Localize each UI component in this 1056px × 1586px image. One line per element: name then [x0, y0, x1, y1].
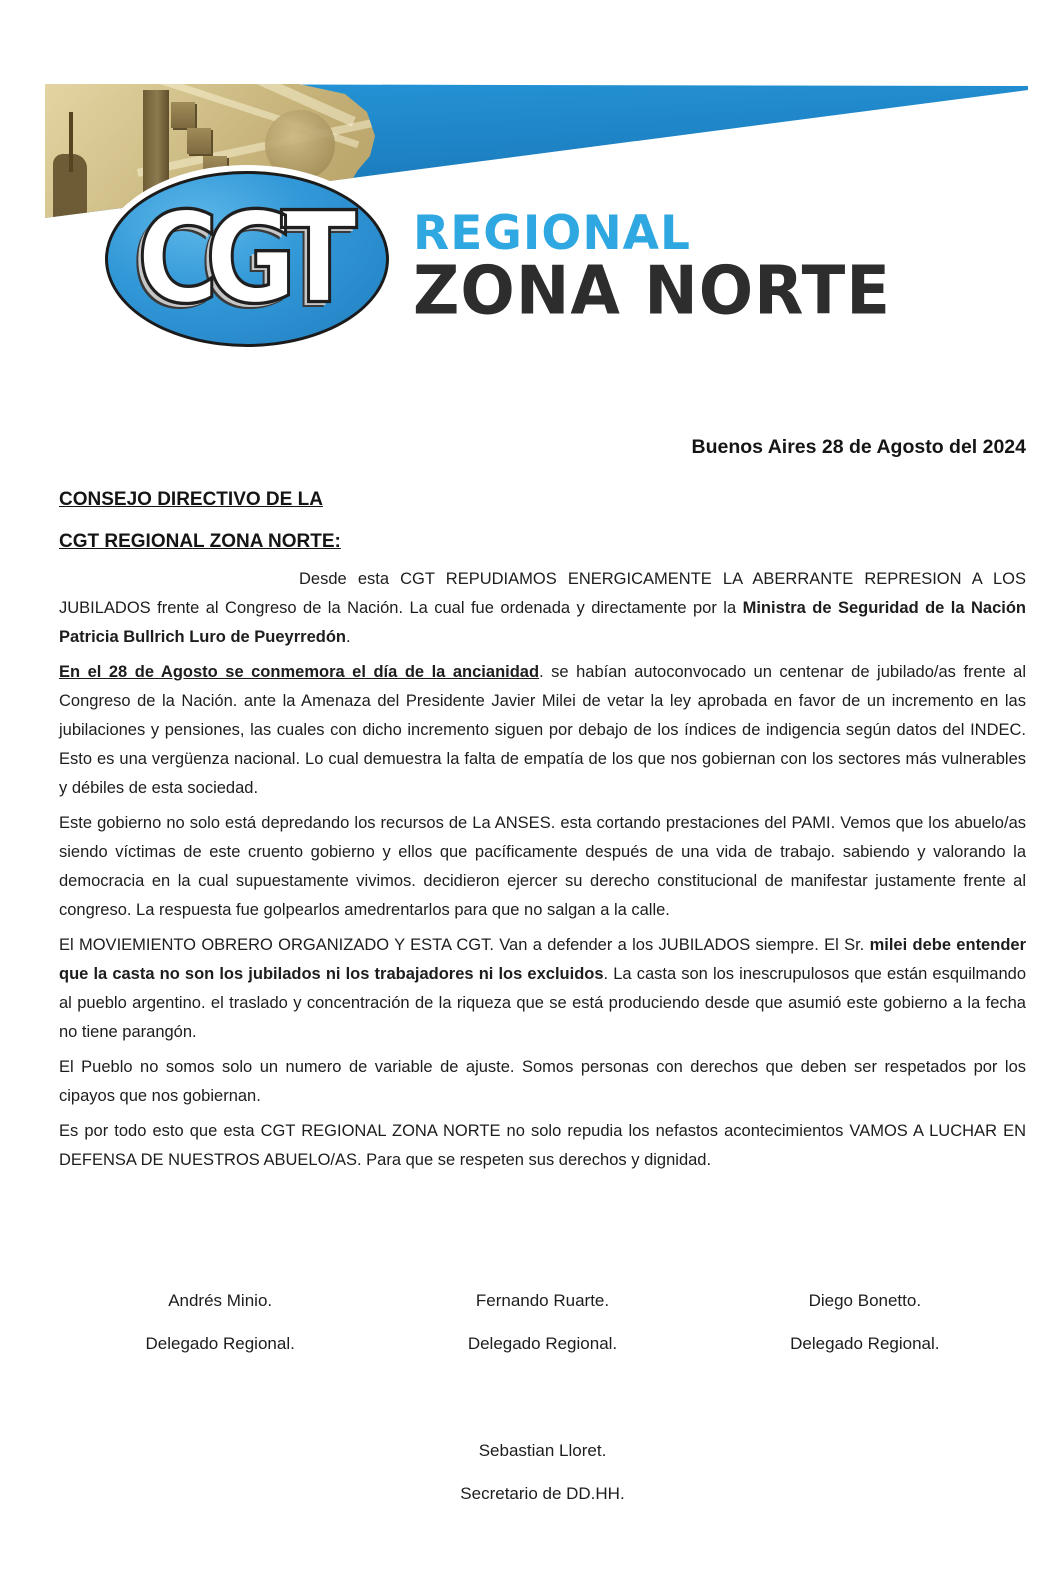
date-line: Buenos Aires 28 de Agosto del 2024: [691, 436, 1026, 458]
signatory-name: Sebastian Lloret.: [478, 1441, 607, 1460]
signatory-role: Delegado Regional.: [790, 1334, 940, 1353]
final-signature-block: [59, 1440, 1026, 1505]
paragraph-4: El MOVIEMIENTO OBRERO ORGANIZADO Y ESTA CGT. Van a defender a los JUBILADOS siempre. El Sr. milei debe entender que la casta no son los jubilados ni los trabajadores ni los excluidos. La casta son los inescrupulosos que están esquilmando al pueblo argentino. el traslado y concentración de la riqueza que se está produciendo desde que asumió este gobierno a la fecha no tiene parangón.: [59, 936, 1026, 1041]
signature-block: [381, 1290, 703, 1355]
paragraph-6: Es por todo esto que esta CGT REGIONAL ZONA NORTE no solo repudia los nefastos acontecimientos VAMOS A LUCHAR EN DEFENSA DE NUESTROS ABUELO/AS. Para que se respeten sus derechos y dignidad.: [59, 1122, 1026, 1169]
cgt-logo: [105, 171, 389, 347]
monument-letter-block: [171, 102, 195, 128]
signature-row: [59, 1290, 1026, 1355]
brand-lockup: [413, 206, 891, 331]
signatory-name: Fernando Ruarte.: [475, 1291, 610, 1310]
paragraph-2: En el 28 de Agosto se conmemora el día de la ancianidad. se habían autoconvocado un centenar de jubilado/as frente al Congreso de la Nación. ante la Amenaza del Presidente Javier Milei de vetar la ley aprobada en favor de un incremento en las jubilaciones y pensiones, las cuales con dicho incremento siguen por debajo de los índices de indigencia según datos del INDEC. Esto es una vergüenza nacional. Lo cual demuestra la falta de empatía de los que nos gobiernan con los sectores más vulnerables y débiles de esta sociedad.: [59, 663, 1026, 797]
paragraph-5: El Pueblo no somos solo un numero de variable de ajuste. Somos personas con derechos que deben ser respetados por los cipayos que nos gobiernan.: [59, 1058, 1026, 1105]
signatory-role: Secretario de DD.HH.: [460, 1484, 625, 1503]
monument-letter-block: [187, 128, 211, 154]
signature-block: [59, 1290, 381, 1355]
signatory-name: Diego Bonetto.: [808, 1291, 922, 1310]
paragraph-1: Desde esta CGT REPUDIAMOS ENERGICAMENTE LA ABERRANTE REPRESION A LOS JUBILADOS frente al Congreso de la Nación. La cual fue ordenada y directamente por la Ministra de Seguridad de la Nación Patricia Bullrich Luro de Pueyrredón.: [59, 570, 1026, 646]
signatory-role: Delegado Regional.: [467, 1334, 618, 1353]
addressee-line-1: CONSEJO DIRECTIVO DE LA: [59, 489, 323, 510]
letter-body: [59, 435, 1026, 1505]
statue-pole: [69, 112, 73, 172]
signatory-name: Andrés Minio.: [168, 1291, 273, 1310]
brand-zona-norte: ZONA NORTE: [413, 252, 891, 331]
brand-regional: REGIONAL: [413, 206, 691, 261]
signature-block: [704, 1290, 1026, 1355]
photo-medallion: [265, 110, 335, 180]
cgt-logo-text: CGT: [136, 186, 344, 332]
addressee-line-2: CGT REGIONAL ZONA NORTE:: [59, 531, 341, 552]
paragraph-3: Este gobierno no solo está depredando los recursos de La ANSES. esta cortando prestaciones del PAMI. Vemos que los abuelo/as siendo víctimas de este cruento gobierno y ellos que pacíficamente después de una vida de trabajo. sabiendo y valorando la democracia en la cual supuestamente vivimos. decidieron ejercer su derecho constitucional de manifestar justamente frente al congreso. La respuesta fue golpearlos amedrentarlos para que no salgan a la calle.: [59, 814, 1026, 919]
signatory-role: Delegado Regional.: [145, 1334, 295, 1353]
